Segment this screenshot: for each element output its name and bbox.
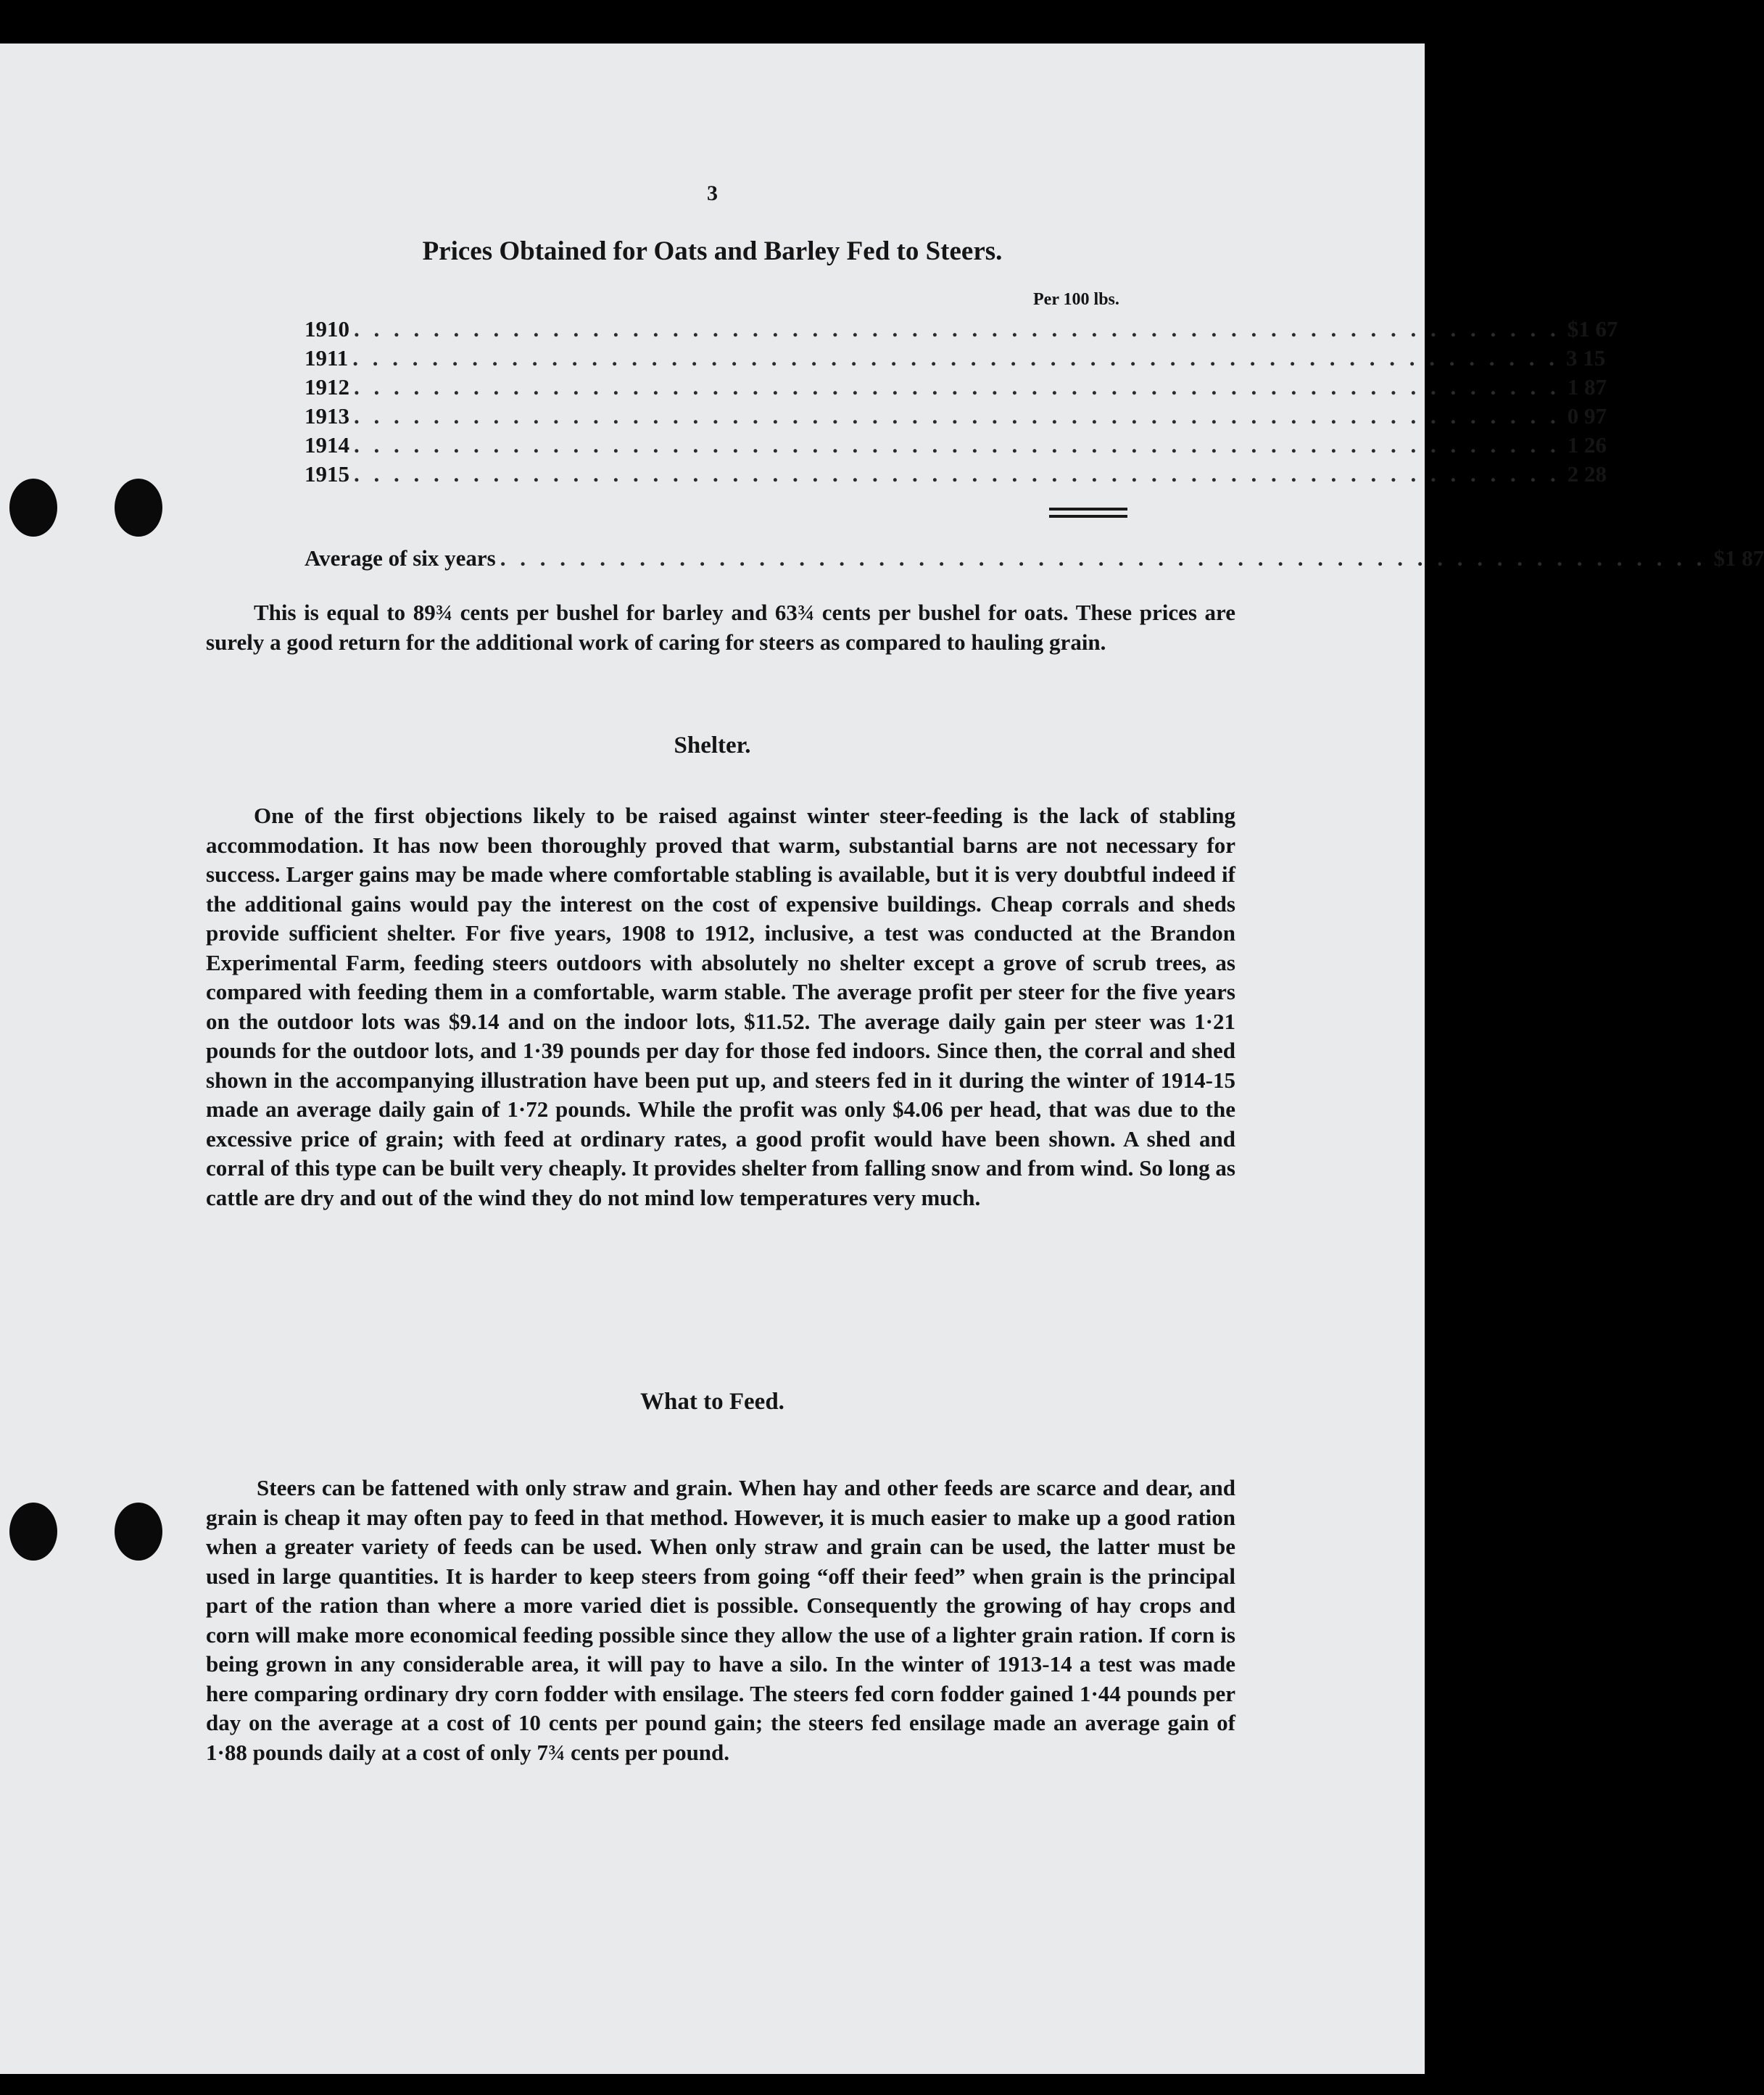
sum-rule	[1049, 508, 1127, 511]
table-unit-header: Per 100 lbs.	[1033, 290, 1119, 309]
table-value: 1 26	[1567, 432, 1607, 458]
average-value: $1 87	[1713, 545, 1764, 571]
table-value: 0 97	[1567, 403, 1607, 429]
table-average-row	[305, 542, 1764, 571]
table-row	[305, 429, 1607, 458]
document-page	[0, 44, 1764, 2074]
table-row	[305, 313, 1618, 342]
table-value: 1 87	[1567, 374, 1607, 400]
shelter-paragraph: One of the first objections likely to be raised against winter steer-feeding is the lack of stabling accommodation. It has now been thoroughly proved that warm, substantial barns are not necessary for success. Larger gains may be made where comfortable stabling is available, but it is very doubtful indeed if the additional gains would pay the interest on the cost of expensive buildings. Cheap corrals and sheds provide sufficient shelter. For five years, 1908 to 1912, inclusive, a test was conducted at the Brandon Experimental Farm, feeding steers outdoors with absolutely no shelter except a grove of scrub trees, as compared with feeding them in a comfortable, warm stable. The average profit per steer for the five years on the outdoor lots was $9.14 and on the indoor lots, $11.52. The average daily gain per steer was 1·21 pounds for the outdoor lots, and 1·39 pounds per day for those fed indoors. Since then, the corral and shed shown in the accompanying illustration have been put up, and steers fed in it during the winter of 1914-15 made an average daily gain of 1·72 pounds. While the profit was only $4.06 per head, that was due to the excessive price of grain; with feed at ordinary rates, a good profit would have been shown. A shed and corral of this type can be built very cheaply. It provides shelter from falling snow and from wind. So long as cattle are dry and out of the wind they do not mind low temperatures very much.	[206, 803, 1235, 1210]
table-row	[305, 371, 1607, 400]
table-year: 1912	[305, 374, 349, 400]
section-heading-shelter: Shelter.	[674, 732, 751, 759]
punch-hole	[115, 479, 162, 537]
table-year: 1915	[305, 461, 349, 487]
page-number: 3	[707, 181, 718, 205]
average-label: Average of six years	[305, 545, 496, 571]
table-year: 1914	[305, 432, 349, 458]
dot-leader: . . . . . . . . . . . . . . . . . . . . . . . . . . . . . . . . . . . . . . . . . . . . . . . . . . . . . . . . . . . . .	[354, 316, 1560, 342]
dot-leader: . . . . . . . . . . . . . . . . . . . . . . . . . . . . . . . . . . . . . . . . . . . . . . . . . . . . . . . . . . . . .	[500, 545, 1707, 571]
dot-leader: . . . . . . . . . . . . . . . . . . . . . . . . . . . . . . . . . . . . . . . . . . . . . . . . . . . . . . . . . . . . .	[352, 345, 1560, 371]
dot-leader: . . . . . . . . . . . . . . . . . . . . . . . . . . . . . . . . . . . . . . . . . . . . . . . . . . . . . . . . . . . . .	[354, 461, 1560, 487]
table-value: 2 28	[1567, 461, 1607, 487]
table-value: 3 15	[1566, 345, 1606, 371]
dot-leader: . . . . . . . . . . . . . . . . . . . . . . . . . . . . . . . . . . . . . . . . . . . . . . . . . . . . . . . . . . . . .	[354, 432, 1560, 458]
section-heading-what-to-feed: What to Feed.	[640, 1389, 784, 1415]
punch-hole	[9, 1503, 57, 1561]
table-year: 1910	[305, 316, 349, 342]
what-to-feed-paragraph: Steers can be fattened with only straw and grain. When hay and other feeds are scarce and dear, and grain is cheap it may often pay to feed in that method. However, it is much easier to make up a good ration when a greater variety of feeds can be used. When only straw and grain can be used, the latter must be used in large quantities. It is harder to keep steers from going “off their feed” when grain is the principal part of the ration than where a more varied diet is possible. Consequently the growing of hay crops and corn will make more economical feeding possible since they allow the use of a lighter grain ration. If corn is being grown in any considerable area, it will pay to have a silo. In the winter of 1913-14 a test was made here comparing ordinary dry corn fodder with ensilage. The steers fed corn fodder gained 1·44 pounds per day on the average at a cost of 10 cents per pound gain; the steers fed ensilage made an average gain of 1·88 pounds daily at a cost of only 7¾ cents per pound.	[206, 1475, 1235, 1765]
table-year: 1911	[305, 345, 349, 371]
sum-rule	[1049, 515, 1127, 518]
table-row	[305, 458, 1607, 487]
table-value: $1 67	[1567, 316, 1618, 342]
table-row	[305, 342, 1606, 371]
punch-hole	[115, 1503, 162, 1561]
table-year: 1913	[305, 403, 349, 429]
table-row	[305, 400, 1607, 429]
dot-leader: . . . . . . . . . . . . . . . . . . . . . . . . . . . . . . . . . . . . . . . . . . . . . . . . . . . . . . . . . . . . .	[354, 403, 1560, 429]
page-title: Prices Obtained for Oats and Barley Fed to Steers.	[422, 236, 1003, 266]
intro-paragraph: This is equal to 89¾ cents per bushel for barley and 63¾ cents per bushel for oats. These prices are surely a good return for the additional work of caring for steers as compared to hauling grain.	[206, 600, 1235, 655]
dot-leader: . . . . . . . . . . . . . . . . . . . . . . . . . . . . . . . . . . . . . . . . . . . . . . . . . . . . . . . . . . . . .	[354, 374, 1560, 400]
punch-hole	[9, 479, 57, 537]
